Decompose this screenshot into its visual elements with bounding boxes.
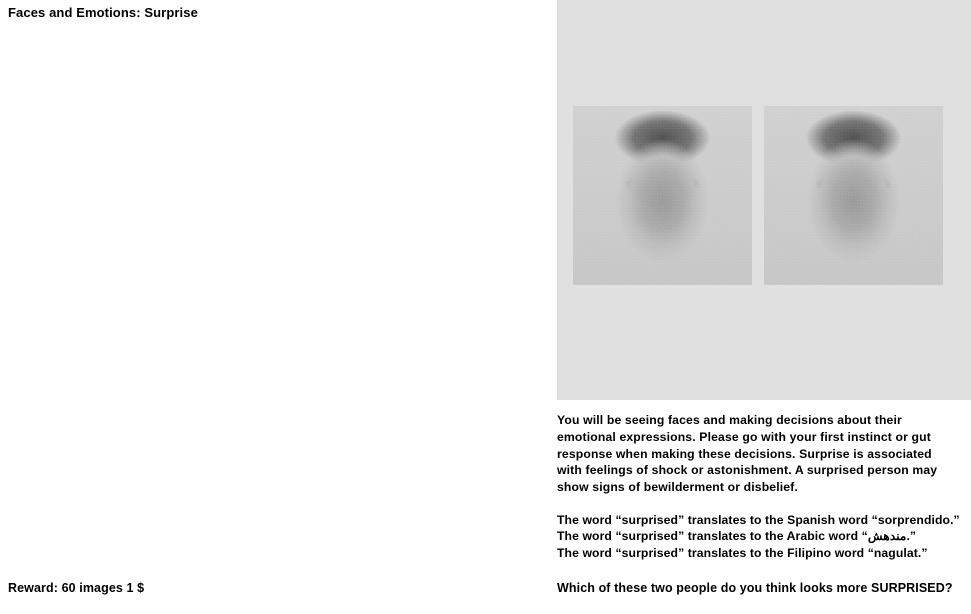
instructions-text: You will be seeing faces and making decisions about their emotional expressions. Please go with your first instinct or gut response when making these decisions. Surprise is associated with feelings of shock or astonishment. A surprised person may show signs of bewilderment or disbelief. xyxy=(557,413,938,495)
translations-list xyxy=(557,512,960,561)
face-image-right[interactable] xyxy=(764,106,943,285)
stimulus-panel xyxy=(557,0,971,400)
page-title: Faces and Emotions: Surprise xyxy=(8,5,198,20)
translation-arabic: The word “surprised” translates to the Arabic word “مندهش.” xyxy=(557,529,916,544)
noise-overlay-left xyxy=(573,106,752,285)
question-prompt: Which of these two people do you think looks more SURPRISED? xyxy=(557,581,953,595)
noise-overlay-right xyxy=(764,106,943,285)
translation-filipino: The word “surprised” translates to the Filipino word “nagulat.” xyxy=(557,545,928,560)
translation-spanish: The word “surprised” translates to the Spanish word “sorprendido.” xyxy=(557,513,960,527)
face-image-left[interactable] xyxy=(573,106,752,285)
reward-status: Reward: 60 images 1 $ xyxy=(8,581,145,595)
